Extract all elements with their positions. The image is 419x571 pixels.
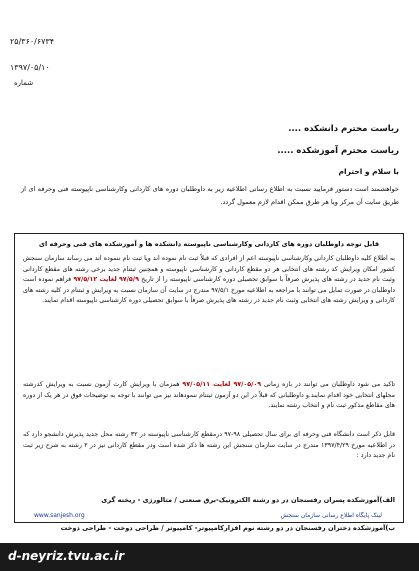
- addressee-college: ریاست محترم آموزشکده .....: [277, 146, 399, 156]
- p1-date-start: ۹۷/۵/۹: [118, 276, 139, 283]
- site-url[interactable]: d-neyriz.tvu.ac.ir: [8, 549, 125, 563]
- item-boys-college: الف)آموزشکده پسران رفسنجان در دو رشته الکترونیک-برق صنعتی / متالورژی - ریخته گری: [101, 496, 395, 504]
- letter-date: ۱۳۹۷/۰۵/۱۰: [10, 63, 50, 72]
- p1-until: لغایت: [99, 276, 117, 283]
- greeting: با سلام و احترام: [338, 167, 399, 176]
- notice-box: [14, 233, 404, 532]
- sanjesh-link-label: لینک پایگاه اطلاع رسانی سازمان سنجش: [280, 512, 382, 519]
- p2-date-range: ۹۷/۰۵/۰۹ لغایت ۹۷/۰۵/۱۱: [182, 381, 262, 388]
- p2-text-a: تاکید می شود داوطلبان می توانند در بازه زمانی: [263, 381, 395, 388]
- notice-paragraph-2: [23, 380, 395, 412]
- notice-title: قابل توجه داوطلبان دوره های کاردانی وکارشناسی ناپیوسته دانشکده ها و آموزشکده های فنی وحرفه ای: [38, 240, 380, 248]
- notice-paragraph-1: [23, 254, 395, 307]
- sanjesh-link[interactable]: www.sanjesh.org: [34, 512, 85, 519]
- intro-paragraph: خواهشمند است دستور فرمایید نسبت به اطلاع رسانی اطلاعیه زیر به داوطلبان دوره های کاردانی وکارشناسی ناپیوسته فنی وحرفه ای از طریق سایت آن مرکز ویا هر طرق ممکن اقدام لازم معمول گردد.: [21, 185, 399, 206]
- notice-paragraph-3: قابل ذکر است دانشگاه فنی وحرفه ای برای سال تحصیلی ۹۸-۹۷ درمقطع کارشناسی ناپیوسته در ۳۲ رشته محل جدید پذیرش دانشجو دارد که در اطلاعیه مورخ ۱۳۹۷/۴/۲۹ مندرج در سایت سازمان سنجش این رشته ها ذکر شده است ودر مقطع کاردانی نیز در ۲ رشته به شرح زیر ثبت نام جدید دارد :: [23, 431, 395, 459]
- p1-date-end: ۹۷/۵/۱۲: [73, 276, 98, 283]
- p2-text-b: همزمان با ویرایش کارت آزمون نسبت به ویرایش کدرشته محلهای انتخابی خود اقدام نمایند.و داوطلبانی که قبلاً در این دو آزمون ثبتنام ننمودهاند نیز می توانند با توجه به توضیحات فوق در هر یک از دوره های مقاطع مذکور ثبت نام و انتخاب رشته نمایند.: [23, 381, 395, 409]
- p1-text-a: به اطلاع کلیه داوطلبان کاردانی وکارشناسی ناپیوسته اعم از افرادی که قبلاً ثبت نام نموده اند ویا ثبت نام ننموده اند می رساند سازمان سنجش کشور امکان ویرایش کد رشته های انتخابی هر دو مقطع کاردانی و کارشناسی ناپیوسته و همچنین ثبتنام جدید برخی رشته های مقطع کاردانی وثبت نام جدید در رشته های پذیرش صرفاً با سوابق تحصیلی دوره کارشناسی ناپیوسته را از تاریخ: [23, 255, 395, 283]
- addressee-faculty: ریاست محترم دانشکده ....: [288, 124, 399, 134]
- item-girls-college: ب)آموزشکده دختران رفسنجان در دو رشته نوم افزارکامپیوتر- کامپیوتر / طراحی دوخت - طراحی دوخت: [60, 524, 395, 532]
- reference-label: شماره: [14, 79, 34, 87]
- p1-text-c: فراهم نموده است داوطلبان در صورت تمایل می توانند با مراجعه به اطلاعیه مورخ ۹۷/۵/۱ مندرج در سایت آن سازمان نسبت به ویرایش و ثبتنام در کلیه رشته های کاردانی و ویرایش رشته های انتخابی وثبت نام جدید در رشته های پذیرش صرفاً با سوابق تحصیلی دوره کارشناسی ناپیوسته اقدام نمایند.: [23, 276, 395, 304]
- reference-number: ۲۵/۳۶۰/۶۷۳۴: [10, 37, 55, 46]
- site-footer: [0, 543, 419, 571]
